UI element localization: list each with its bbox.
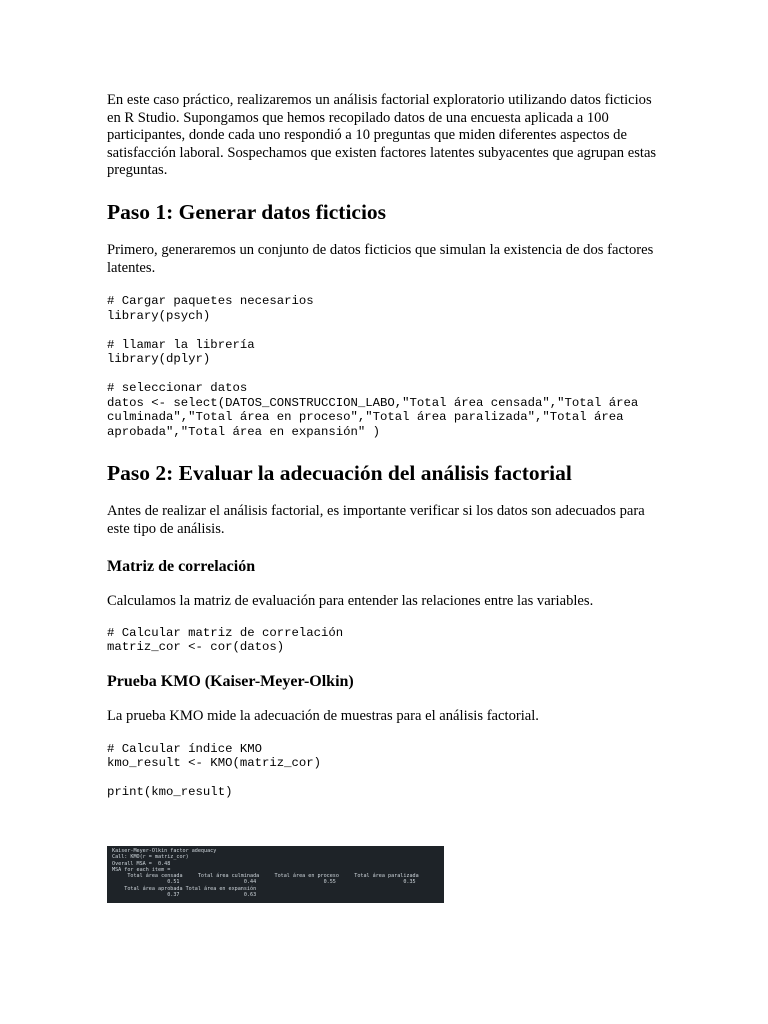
intro-paragraph: En este caso práctico, realizaremos un análisis factorial exploratorio utilizando datos ficticios en R Studio. Supongamos que hemos recopilado datos de una encuesta aplicada a 100 participantes, donde cada uno respondió a 10 preguntas que miden diferentes aspectos de satisfacción laboral. Sospechamos que existen factores latentes subyacentes que agrupan estas preguntas. (107, 92, 657, 179)
step2-heading: Paso 2: Evaluar la adecuación del análisis factorial (107, 461, 572, 486)
step1-heading: Paso 1: Generar datos ficticios (107, 199, 387, 224)
kmo-heading: Prueba KMO (Kaiser-Meyer-Olkin) (107, 672, 354, 690)
step1-paragraph: Primero, generaremos un conjunto de datos ficticios que simulan la existencia de dos factores latentes. (107, 241, 654, 276)
kmo-output-screenshot (107, 846, 444, 903)
step1-code-block: # Cargar paquetes necesarios library(psych) # llamar la librería library(dplyr) # seleccionar datos datos <- select(DATOS_CONSTRUCCION_LABO,"Total área censada","Total área culminada","Total área en proceso","Total área paralizada","Total área aprobada","Total área en expansión" ) (107, 294, 639, 439)
correlation-paragraph: Calculamos la matriz de evaluación para entender las relaciones entre las variables. (107, 593, 594, 610)
kmo-code-block: # Calcular índice KMO kmo_result <- KMO(matriz_cor) print(kmo_result) (107, 741, 322, 800)
kmo-paragraph: La prueba KMO mide la adecuación de muestras para el análisis factorial. (107, 707, 539, 724)
document-body (107, 92, 667, 800)
correlation-heading: Matriz de correlación (107, 558, 256, 576)
step2-paragraph: Antes de realizar el análisis factorial, es importante verificar si los datos son adecuados para este tipo de análisis. (107, 503, 645, 537)
console-output-text: Kaiser-Meyer-Olkin factor adequacy Call: KMO(r = matriz_cor) Overall MSA = 0.48 MSA for each item = Total área censada Total área culminada Total área en proceso Total área paralizada 0.51 0.44 0.55 0.35 Total área aprobada Total área en expansión 0.37 0.63 (112, 848, 419, 899)
correlation-code-block: # Calcular matriz de correlación matriz_cor <- cor(datos) (107, 625, 344, 655)
